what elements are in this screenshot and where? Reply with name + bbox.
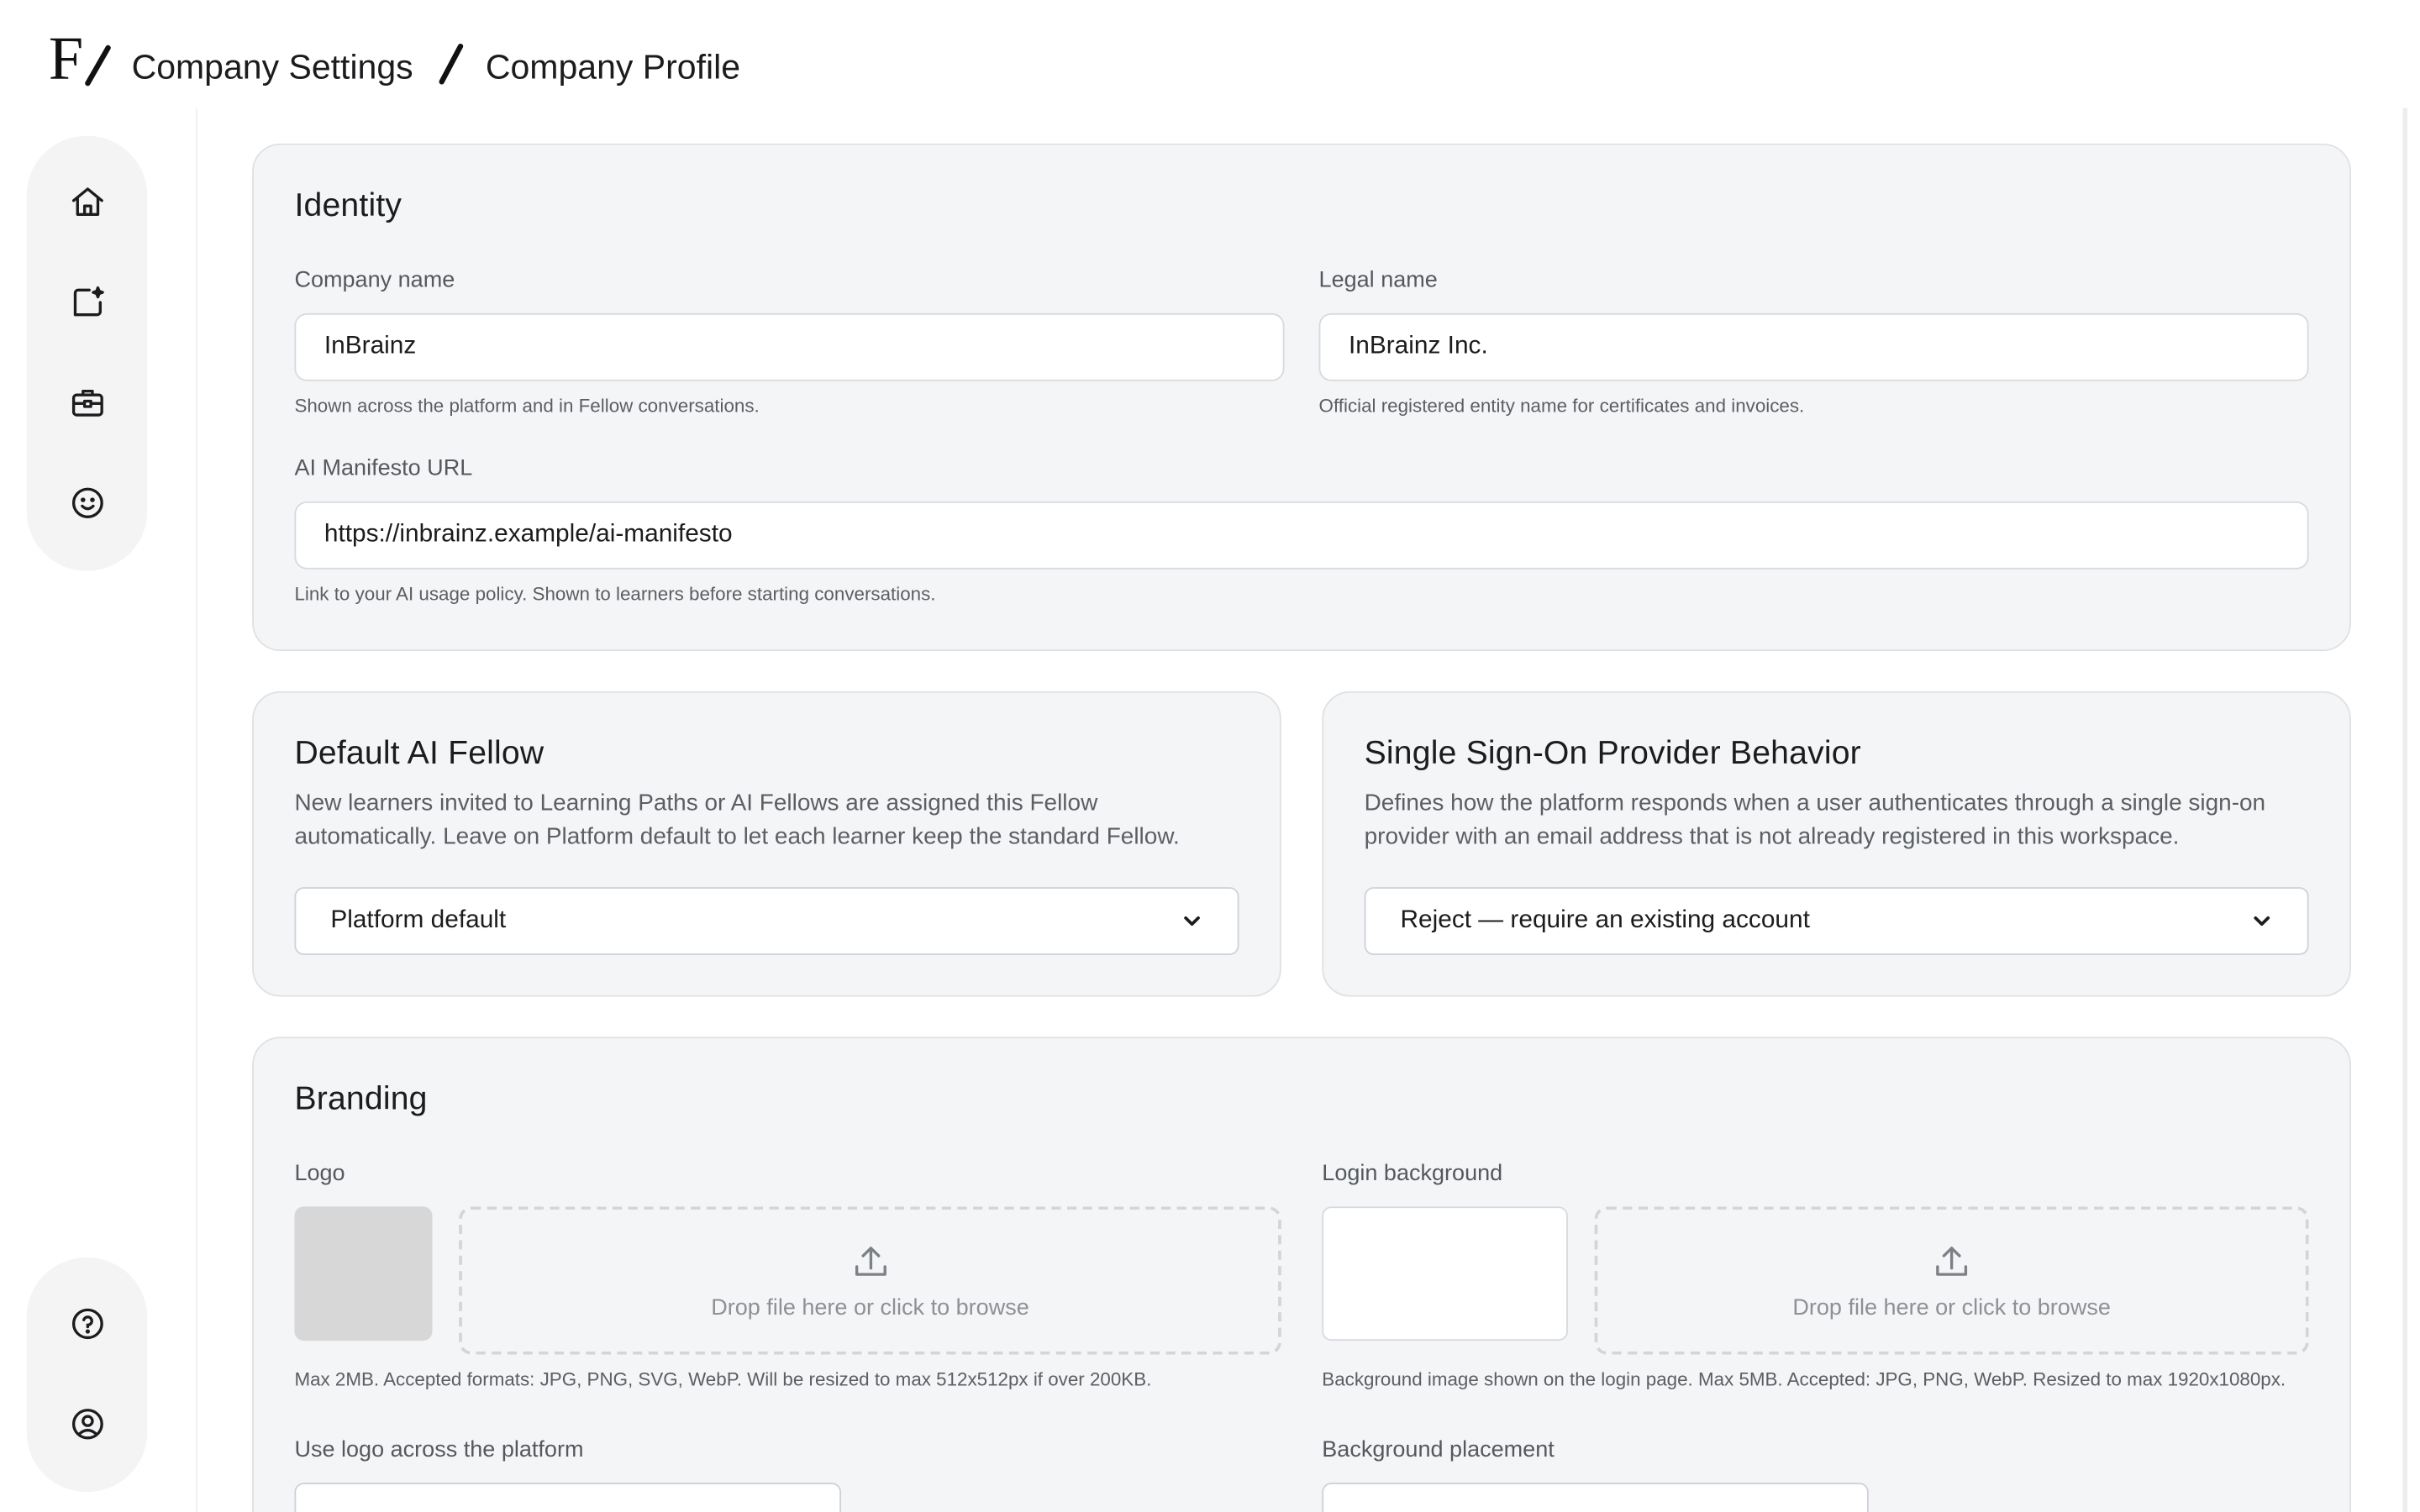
brand-logo[interactable] xyxy=(49,28,114,89)
scrollbar-track[interactable] xyxy=(2402,108,2407,1512)
logo-dropzone-text: Drop file here or click to browse xyxy=(711,1294,1029,1320)
use-logo-label: Use logo across the platform xyxy=(294,1437,584,1463)
top-header xyxy=(0,0,2420,108)
sidebar-item-new-chat[interactable] xyxy=(61,276,114,328)
sidebar-item-home[interactable] xyxy=(61,176,114,228)
background-placement-select[interactable] xyxy=(1322,1483,1869,1512)
logo-dropzone[interactable] xyxy=(459,1206,1281,1354)
breadcrumb-company-profile: Company Profile xyxy=(485,47,741,87)
legal-name-input[interactable]: InBrainz Inc. xyxy=(1319,313,2309,381)
login-background-hint: Background image shown on the login page. Max 5MB. Accepted: JPG, PNG, WebP. Resized to max 1920x1080px. xyxy=(1322,1368,2286,1390)
use-logo-select[interactable] xyxy=(294,1483,841,1512)
chevron-down-icon xyxy=(1181,911,1203,932)
sidebar-primary xyxy=(27,136,148,571)
login-background-dropzone-text: Drop file here or click to browse xyxy=(1792,1294,2111,1320)
login-background-label: Login background xyxy=(1322,1162,1503,1187)
user-circle-icon xyxy=(69,1405,107,1442)
sso-behavior-title: Single Sign-On Provider Behavior xyxy=(1364,736,1861,772)
background-placement-label: Background placement xyxy=(1322,1437,1555,1463)
logo-preview xyxy=(294,1206,432,1341)
sidebar-item-fellows[interactable] xyxy=(61,477,114,529)
default-fellow-selected-value: Platform default xyxy=(330,907,507,934)
default-fellow-select[interactable] xyxy=(294,887,1239,955)
manifesto-url-input[interactable]: https://inbrainz.example/ai-manifesto xyxy=(294,501,2308,570)
upload-icon xyxy=(1931,1242,1971,1282)
sidebar-item-briefcase[interactable] xyxy=(61,376,114,428)
login-background-dropzone[interactable] xyxy=(1595,1206,2309,1354)
sidebar-secondary xyxy=(27,1257,148,1492)
briefcase-icon xyxy=(69,384,107,421)
breadcrumb-company-settings[interactable]: Company Settings xyxy=(131,47,413,87)
svg-text:F: F xyxy=(48,28,84,90)
sso-behavior-selected-value: Reject — require an existing account xyxy=(1400,907,1810,934)
legal-name-label: Legal name xyxy=(1318,268,1438,293)
sidebar-item-help[interactable] xyxy=(61,1298,114,1350)
identity-title: Identity xyxy=(294,188,402,224)
chevron-down-icon xyxy=(2251,911,2273,932)
manifesto-url-hint: Link to your AI usage policy. Shown to learners before starting conversations. xyxy=(294,583,936,605)
logo-hint: Max 2MB. Accepted formats: JPG, PNG, SVG, WebP. Will be resized to max 512x512px if over 200KB. xyxy=(294,1368,1152,1390)
manifesto-url-label: AI Manifesto URL xyxy=(294,456,473,482)
breadcrumb-separator-icon xyxy=(429,40,470,90)
default-fellow-description: New learners invited to Learning Paths or AI Fellows are assigned this Fellow automatically. Leave on Platform default to let each learner keep the standard Fellow. xyxy=(294,790,1180,851)
company-name-input[interactable]: InBrainz xyxy=(294,313,1284,381)
smiley-icon xyxy=(69,485,107,522)
company-name-hint: Shown across the platform and in Fellow conversations. xyxy=(294,395,760,417)
sso-behavior-select[interactable] xyxy=(1365,887,2309,955)
default-fellow-title: Default AI Fellow xyxy=(294,736,544,772)
company-name-label: Company name xyxy=(294,268,455,293)
home-icon xyxy=(69,184,107,221)
legal-name-hint: Official registered entity name for certificates and invoices. xyxy=(1318,395,1805,417)
branding-title: Branding xyxy=(294,1081,428,1117)
chat-sparkle-icon xyxy=(69,284,107,321)
login-background-preview xyxy=(1322,1206,1568,1341)
sidebar-item-account[interactable] xyxy=(61,1398,114,1450)
upload-icon xyxy=(850,1242,890,1282)
help-icon xyxy=(69,1305,107,1342)
content-divider xyxy=(196,108,197,1512)
logo-label: Logo xyxy=(294,1162,345,1187)
sso-behavior-description: Defines how the platform responds when a user authenticates through a single sign-on provider with an email address that is not already registered in this workspace. xyxy=(1364,790,2266,851)
